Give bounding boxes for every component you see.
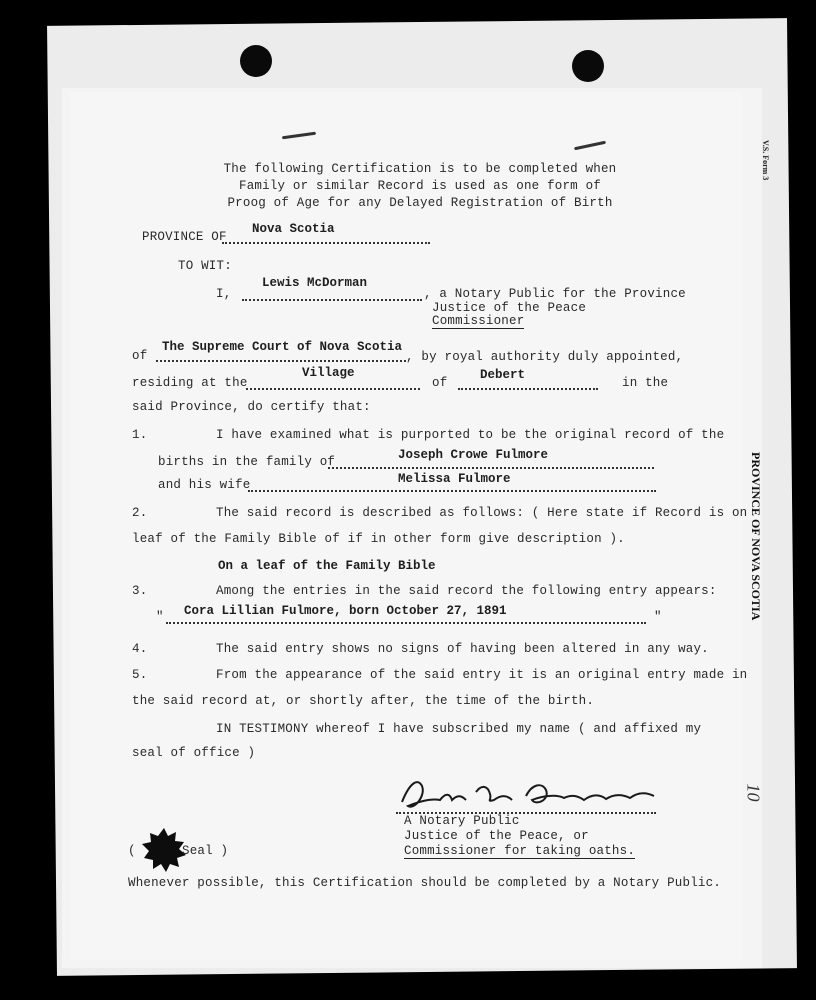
item-5-number: 5. xyxy=(132,668,148,682)
item-1-text: I have examined what is purported to be the original record of the xyxy=(216,428,725,442)
declarant-dots xyxy=(242,299,422,301)
residence-dots-1 xyxy=(246,388,420,390)
item-2-text-2: leaf of the Family Bible of if in other form give description ). xyxy=(132,532,625,546)
item-5-text-2: the said record at, or shortly after, the time of the birth. xyxy=(132,694,595,708)
office-dots xyxy=(156,360,406,362)
entry-quote-close: " xyxy=(654,610,662,624)
punch-hole-right xyxy=(572,50,604,82)
margin-note: 10 xyxy=(743,783,764,802)
declarant-prefix: I, xyxy=(216,287,232,301)
signer-title-3: Commissioner for taking oaths. xyxy=(404,844,636,858)
certificate-page xyxy=(70,92,748,960)
item-2-number: 2. xyxy=(132,506,148,520)
entry-dots xyxy=(166,622,646,624)
residence-place: Debert xyxy=(480,368,526,382)
header-line-1: The following Certification is to be completed when xyxy=(223,162,617,176)
form-label xyxy=(761,140,770,180)
residence-of-label: of xyxy=(432,376,448,390)
declarant-role-3: Commissioner xyxy=(432,314,525,328)
residence-label: residing at the xyxy=(132,376,248,390)
residence-place-type: Village xyxy=(302,366,355,380)
father-dots xyxy=(328,467,654,469)
entry-quote-open: " xyxy=(156,610,164,624)
office-prefix: of xyxy=(132,349,148,363)
father-name: Joseph Crowe Fulmore xyxy=(398,448,549,462)
declarant-role-2: Justice of the Peace xyxy=(432,301,587,315)
to-wit-label: TO WIT: xyxy=(178,259,232,273)
item-3-number: 3. xyxy=(132,584,148,598)
testimony-line-1: IN TESTIMONY whereof I have subscribed my name ( and affixed my xyxy=(216,722,702,736)
item-1-family-label: births in the family of xyxy=(158,455,336,469)
record-description: On a leaf of the Family Bible xyxy=(218,559,436,573)
seal-sticker xyxy=(142,828,186,872)
declarant-name: Lewis McDorman xyxy=(262,276,368,290)
header-line-2: Family or similar Record is used as one form of xyxy=(239,179,601,193)
item-1-number: 1. xyxy=(132,428,148,442)
item-4-text: The said entry shows no signs of having been altered in any way. xyxy=(216,642,709,656)
item-2-text-1: The said record is described as follows: ( Here state if Record is on xyxy=(216,506,748,520)
footer-note: Whenever possible, this Certification should be completed by a Notary Public. xyxy=(128,876,721,890)
residence-dots-2 xyxy=(458,388,598,390)
seal-open: ( xyxy=(128,844,136,858)
signer-title-1: A Notary Public xyxy=(404,814,520,828)
office-suffix: , by royal authority duly appointed, xyxy=(406,350,684,364)
office-court: The Supreme Court of Nova Scotia xyxy=(162,340,403,354)
province-dots xyxy=(222,242,430,244)
residence-in-label: in the xyxy=(622,376,669,390)
item-4-number: 4. xyxy=(132,642,148,656)
punch-hole-left xyxy=(240,45,272,77)
header-line-3: Proog of Age for any Delayed Registration of Birth xyxy=(227,196,613,210)
item-5-text-1: From the appearance of the said entry it is an original entry made in xyxy=(216,668,748,682)
province-vertical-text: PROVINCE OF NOVA SCOTIA xyxy=(749,452,763,621)
province-label: PROVINCE OF xyxy=(142,230,227,244)
province-value: Nova Scotia xyxy=(252,222,335,236)
form-label-text: V.S. Form 3 xyxy=(761,140,770,181)
signer-title-2: Justice of the Peace, or xyxy=(404,829,589,843)
wife-label: and his wife xyxy=(158,478,251,492)
birth-entry: Cora Lillian Fulmore, born October 27, 1891 xyxy=(184,604,507,618)
seal-label: Seal ) xyxy=(182,844,229,858)
province-vertical-label xyxy=(748,452,763,620)
certify-line: said Province, do certify that: xyxy=(132,400,371,414)
item-3-text: Among the entries in the said record the following entry appears: xyxy=(216,584,717,598)
staple-mark-right xyxy=(574,141,606,151)
declarant-role-1: , a Notary Public for the Province xyxy=(424,287,686,301)
testimony-line-2: seal of office ) xyxy=(132,746,256,760)
mother-dots xyxy=(248,490,656,492)
staple-mark-left xyxy=(282,132,316,140)
mother-name: Melissa Fulmore xyxy=(398,472,511,486)
